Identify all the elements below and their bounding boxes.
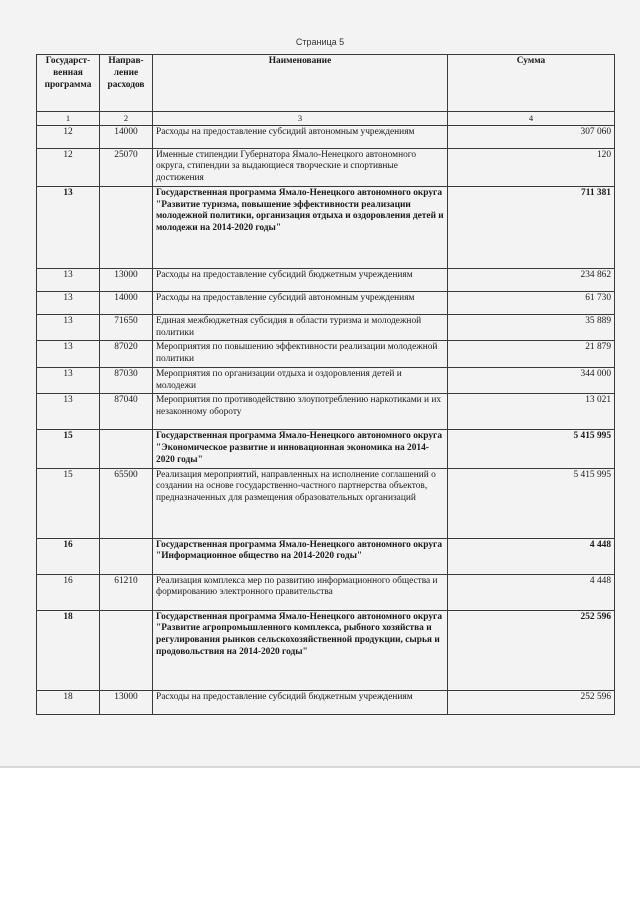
table-header-row: [37, 55, 615, 112]
table-row: [37, 268, 615, 291]
item-name: Мероприятия по противодействию злоупотреблению наркотиками и их незаконному обороту: [153, 394, 448, 430]
table-row: [37, 690, 615, 714]
item-name: Расходы на предоставление субсидий автономным учреждениям: [153, 125, 448, 148]
item-amount: 252 596: [448, 690, 615, 714]
header-direction: Направ-ление расходов: [100, 55, 153, 112]
item-amount: 21 879: [448, 341, 615, 368]
column-number: 4: [448, 112, 615, 126]
item-amount: 4 448: [448, 574, 615, 610]
item-amount: 711 381: [448, 186, 615, 268]
program-code: 13: [37, 394, 100, 430]
item-amount: 234 862: [448, 268, 615, 291]
item-name: Реализация комплекса мер по развитию информационного общества и формированию электронного правительства: [153, 574, 448, 610]
program-code: 18: [37, 610, 100, 690]
item-amount: 35 889: [448, 314, 615, 341]
program-row: [37, 430, 615, 468]
table-row: [37, 314, 615, 341]
direction-code: 87020: [100, 341, 153, 368]
column-number-row: [37, 112, 615, 126]
item-name: Государственная программа Ямало-Ненецкого автономного округа "Развитие туризма, повышение эффективности реализации молодежной политики, организация отдыха и оздоровления детей и молодежи на 2014-2020 годы": [153, 186, 448, 268]
table-row: [37, 468, 615, 538]
item-amount: 5 415 995: [448, 468, 615, 538]
item-name: Государственная программа Ямало-Ненецкого автономного округа "Экономическое развитие и инновационная экономика на 2014-2020 годы": [153, 430, 448, 468]
program-code: 16: [37, 538, 100, 574]
header-name: Наименование: [153, 55, 448, 112]
direction-code: [100, 610, 153, 690]
program-row: [37, 538, 615, 574]
item-name: Именные стипендии Губернатора Ямало-Ненецкого автономного округа, стипендии за выдающиеся творческие и спортивные достижения: [153, 148, 448, 186]
direction-code: [100, 538, 153, 574]
direction-code: 13000: [100, 268, 153, 291]
direction-code: 61210: [100, 574, 153, 610]
program-row: [37, 186, 615, 268]
program-code: 13: [37, 186, 100, 268]
item-name: Расходы на предоставление субсидий автономным учреждениям: [153, 291, 448, 314]
page-number-label: Страница 5: [295, 37, 345, 47]
program-code: 16: [37, 574, 100, 610]
column-number: 2: [100, 112, 153, 126]
program-code: 12: [37, 148, 100, 186]
item-name: Государственная программа Ямало-Ненецкого автономного округа "Информационное общество на 2014-2020 годы": [153, 538, 448, 574]
item-amount: 61 730: [448, 291, 615, 314]
direction-code: 25070: [100, 148, 153, 186]
item-name: Расходы на предоставление субсидий бюджетным учреждениям: [153, 268, 448, 291]
direction-code: [100, 430, 153, 468]
program-code: 13: [37, 268, 100, 291]
direction-code: 14000: [100, 125, 153, 148]
program-code: 13: [37, 341, 100, 368]
direction-code: 87040: [100, 394, 153, 430]
column-number: 1: [37, 112, 100, 126]
table-row: [37, 394, 615, 430]
item-amount: 4 448: [448, 538, 615, 574]
table-row: [37, 367, 615, 394]
item-name: Реализация мероприятий, направленных на исполнение соглашений о создании на основе государственно-частного партнерства объектов, предназначенных для размещения образовательных организаций: [153, 468, 448, 538]
program-code: 13: [37, 291, 100, 314]
item-name: Единая межбюджетная субсидия в области туризма и молодежной политики: [153, 314, 448, 341]
program-code: 15: [37, 468, 100, 538]
item-name: Государственная программа Ямало-Ненецкого автономного округа "Развитие агропромышленного комплекса, рыбного хозяйства и регулирования рынков сельскохозяйственной продукции, сырья и продовольствия на 2014-2020 годы": [153, 610, 448, 690]
program-row: [37, 610, 615, 690]
program-code: 12: [37, 125, 100, 148]
table-row: [37, 148, 615, 186]
item-amount: 344 000: [448, 367, 615, 394]
item-name: Мероприятия по организации отдыха и оздоровления детей и молодежи: [153, 367, 448, 394]
direction-code: 71650: [100, 314, 153, 341]
header-program: Государст-венная программа: [37, 55, 100, 112]
item-amount: 120: [448, 148, 615, 186]
direction-code: 87030: [100, 367, 153, 394]
item-name: Мероприятия по повышению эффективности реализации молодежной политики: [153, 341, 448, 368]
direction-code: 65500: [100, 468, 153, 538]
item-amount: 252 596: [448, 610, 615, 690]
program-code: 18: [37, 690, 100, 714]
table-row: [37, 341, 615, 368]
direction-code: 13000: [100, 690, 153, 714]
item-amount: 5 415 995: [448, 430, 615, 468]
scan-edge: [0, 766, 640, 768]
direction-code: 14000: [100, 291, 153, 314]
program-code: 13: [37, 314, 100, 341]
budget-table: [36, 54, 615, 715]
item-name: Расходы на предоставление субсидий бюджетным учреждениям: [153, 690, 448, 714]
table-row: [37, 291, 615, 314]
direction-code: [100, 186, 153, 268]
column-number: 3: [153, 112, 448, 126]
program-code: 13: [37, 367, 100, 394]
item-amount: 307 060: [448, 125, 615, 148]
header-amount: Сумма: [448, 55, 615, 112]
table-row: [37, 574, 615, 610]
program-code: 15: [37, 430, 100, 468]
table-row: [37, 125, 615, 148]
item-amount: 13 021: [448, 394, 615, 430]
